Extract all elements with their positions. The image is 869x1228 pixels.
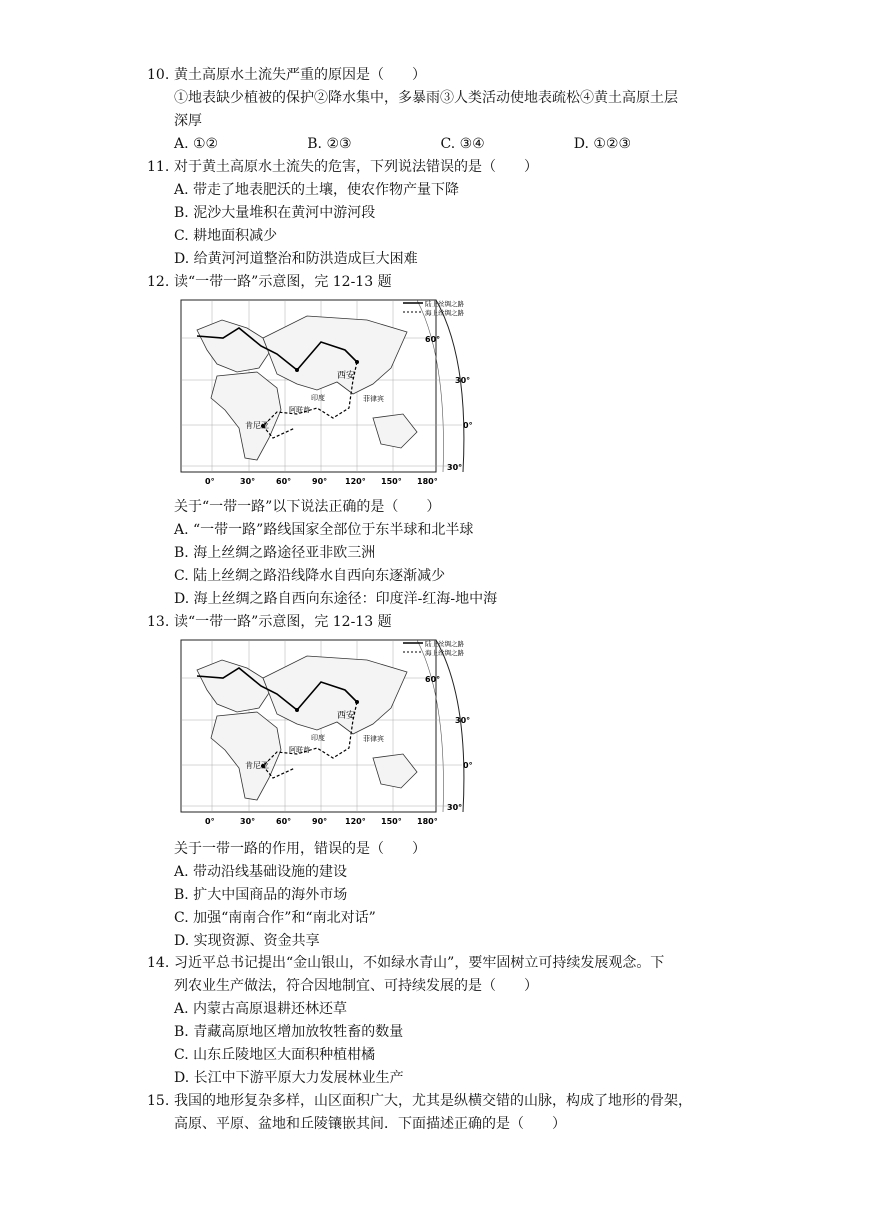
- place-philippines: 菲律宾: [363, 395, 384, 403]
- option-a[interactable]: A. 带走了地表肥沃的土壤，使农作物产量下降: [174, 182, 460, 198]
- question-stem-line2: ①地表缺少植被的保护②降水集中，多暴雨③人类活动使地表疏松④黄土高原土层: [174, 90, 678, 106]
- question-stem: 读“一带一路”示意图，完 12-13 题: [174, 274, 392, 290]
- question-15: [147, 1090, 707, 1136]
- option-c[interactable]: C. 陆上丝绸之路沿线降水自西向东逐渐减少: [174, 568, 446, 584]
- place-arabia: 阿联酋: [289, 406, 310, 414]
- legend-sea-route: 海上丝绸之路: [425, 309, 464, 317]
- place-xian: 西安: [337, 711, 356, 721]
- question-stem-line2: 列农业生产做法，符合因地制宜、可持续发展的是（ ）: [174, 978, 538, 994]
- question-number: 12.: [147, 274, 170, 290]
- lon-label: 90°: [312, 477, 328, 486]
- options-row: [147, 133, 707, 156]
- lon-label: 180°: [417, 817, 438, 826]
- question-13-body: [147, 838, 707, 953]
- option-b[interactable]: B. 青藏高原地区增加放牧牲畜的数量: [174, 1024, 404, 1040]
- legend-land-route: 陆上丝绸之路: [425, 640, 464, 648]
- place-india: 印度: [311, 734, 325, 742]
- option-b[interactable]: B. ②③: [307, 136, 352, 152]
- option-d[interactable]: D. 实现资源、资金共享: [174, 933, 320, 949]
- lon-label: 30°: [240, 817, 256, 826]
- lat-label: 0°: [463, 761, 473, 770]
- lon-label: 120°: [345, 477, 366, 486]
- place-xian: 西安: [337, 371, 356, 381]
- question-12: [147, 271, 707, 294]
- place-arabia: 阿联酋: [289, 746, 310, 754]
- place-kenya: 肯尼亚: [245, 761, 269, 770]
- question-14: [147, 952, 707, 1090]
- lon-label: 0°: [205, 817, 215, 826]
- question-12-body: [147, 496, 707, 611]
- question-stem-line3: 深厚: [174, 113, 202, 129]
- option-d[interactable]: D. 给黄河河道整治和防洪造成巨大困难: [174, 251, 418, 267]
- lat-label: 60°: [425, 335, 441, 344]
- question-sub-stem: 关于一带一路的作用，错误的是（ ）: [174, 841, 426, 857]
- option-c[interactable]: C. ③④: [440, 136, 485, 152]
- question-number: 14.: [147, 955, 170, 971]
- lon-label: 60°: [276, 477, 292, 486]
- option-c[interactable]: C. 山东丘陵地区大面积种植柑橘: [174, 1047, 376, 1063]
- question-10: [147, 64, 707, 156]
- lon-label: 180°: [417, 477, 438, 486]
- question-number: 15.: [147, 1093, 170, 1109]
- lon-label: 60°: [276, 817, 292, 826]
- question-number: 11.: [147, 159, 170, 175]
- option-b[interactable]: B. 海上丝绸之路途径亚非欧三洲: [174, 545, 376, 561]
- lat-label: 30°: [455, 716, 471, 725]
- option-c[interactable]: C. 耕地面积减少: [174, 228, 278, 244]
- option-a[interactable]: A. ①②: [174, 136, 219, 152]
- option-a[interactable]: A. 内蒙古高原退耕还林还草: [174, 1001, 348, 1017]
- legend-sea-route: 海上丝绸之路: [425, 649, 464, 657]
- place-philippines: 菲律宾: [363, 735, 384, 743]
- lat-label: 30°: [455, 376, 471, 385]
- option-a[interactable]: A. 带动沿线基础设施的建设: [174, 864, 348, 880]
- question-stem: 黄土高原水土流失严重的原因是（ ）: [174, 67, 426, 83]
- question-number: 10.: [147, 67, 170, 83]
- lon-label: 30°: [240, 477, 256, 486]
- lon-label: 150°: [381, 477, 402, 486]
- lat-label: 30°: [447, 463, 463, 472]
- question-stem: 读“一带一路”示意图，完 12-13 题: [174, 614, 392, 630]
- question-stem: 我国的地形复杂多样，山区面积广大，尤其是纵横交错的山脉，构成了地形的骨架，: [174, 1093, 692, 1109]
- lat-label: 60°: [425, 675, 441, 684]
- lat-label: 30°: [447, 803, 463, 812]
- lat-label: 0°: [463, 421, 473, 430]
- question-number: 13.: [147, 614, 170, 630]
- lon-label: 0°: [205, 477, 215, 486]
- option-a[interactable]: A. “一带一路”路线国家全部位于东半球和北半球: [174, 522, 474, 538]
- question-11: [147, 156, 707, 271]
- option-b[interactable]: B. 扩大中国商品的海外市场: [174, 887, 348, 903]
- lon-label: 90°: [312, 817, 328, 826]
- lon-label: 150°: [381, 817, 402, 826]
- option-d[interactable]: D. 海上丝绸之路自西向东途径：印度洋-红海-地中海: [174, 591, 498, 607]
- legend-land-route: 陆上丝绸之路: [425, 300, 464, 308]
- option-d[interactable]: D. ①②③: [573, 136, 632, 152]
- question-13: [147, 611, 707, 634]
- option-b[interactable]: B. 泥沙大量堆积在黄河中游河段: [174, 205, 376, 221]
- question-stem: 习近平总书记提出“金山银山，不如绿水青山”，要牢固树立可持续发展观念。下: [174, 955, 665, 971]
- place-kenya: 肯尼亚: [245, 421, 269, 430]
- question-stem-line2: 高原、平原、盆地和丘陵镶嵌其间．下面描述正确的是（ ）: [174, 1116, 566, 1132]
- belt-road-map-2: [177, 638, 477, 826]
- question-stem: 对于黄土高原水土流失的危害，下列说法错误的是（ ）: [174, 159, 538, 175]
- place-india: 印度: [311, 394, 325, 402]
- option-c[interactable]: C. 加强“南南合作”和“南北对话”: [174, 910, 376, 926]
- question-sub-stem: 关于“一带一路”以下说法正确的是（ ）: [174, 499, 441, 515]
- lon-label: 120°: [345, 817, 366, 826]
- option-d[interactable]: D. 长江中下游平原大力发展林业生产: [174, 1070, 404, 1086]
- belt-road-map-1: [177, 298, 477, 486]
